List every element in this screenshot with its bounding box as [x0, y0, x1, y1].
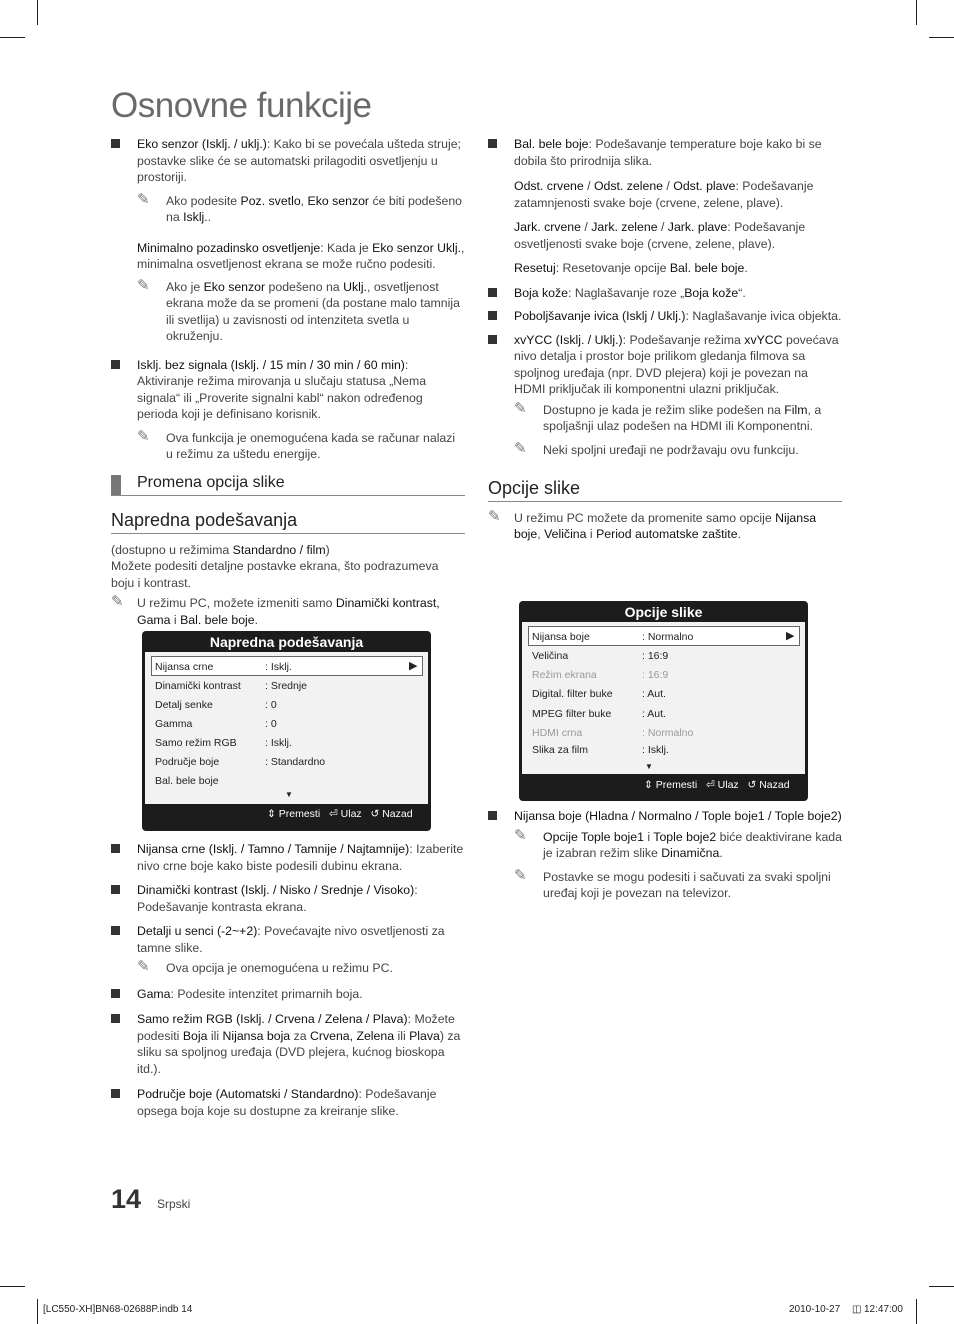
- left-column-lower: [111, 841, 465, 1126]
- advanced-settings-menu: [142, 631, 431, 831]
- menu-row[interactable]: MPEG filter buke : Aut.: [532, 708, 666, 720]
- menu-row[interactable]: Detalj senke : 0: [155, 699, 277, 711]
- menu-row[interactable]: Slika za film : Isklj.: [532, 744, 669, 756]
- print-date: 2010-10-27: [789, 1304, 841, 1315]
- language-label: Srpski: [157, 1197, 191, 1211]
- menu-row[interactable]: Veličina : 16:9: [532, 650, 669, 662]
- note-icon: ✎: [514, 439, 527, 457]
- note: ✎ Neki spoljni uređaji ne podržavaju ovu funkciju.: [514, 439, 799, 457]
- menu-title: Napredna podešavanja: [209, 634, 364, 650]
- menu-row-disabled: HDMI crna : Normalno: [532, 727, 694, 739]
- page-number: 14: [111, 1184, 142, 1214]
- sub-paragraph: Odst. crvene / Odst. zelene / Odst. plave: Podešavanje zatamnjenosti svake boje (crvene, zelene, plave).: [514, 179, 814, 210]
- crop-mark: [929, 37, 954, 38]
- enter-icon: ⏎: [705, 779, 715, 791]
- crop-mark: [37, 1299, 38, 1324]
- menu-body: [522, 622, 805, 774]
- note-icon: ✎: [137, 958, 150, 975]
- menu-body: [145, 652, 428, 804]
- list-item: Samo režim RGB (Isklj. / Crvena / Zelena / Plava): Možete podesiti Boja ili Nijansa boja za Crvena, Zelena ili Plava) za sliku sa spoljnog uređaja (DVD plejera, kućnog bioskopa itd.).: [111, 1011, 465, 1077]
- intro-text: Možete podesiti detaljne postavke ekrana, što podrazumeva boju i kontrast.: [111, 559, 439, 590]
- section-heading: Promena opcija slike: [111, 475, 465, 497]
- menu-row[interactable]: Područje boje : Standardno: [155, 756, 326, 768]
- list-item: Nijansa crne (Isklj. / Tamno / Tamnije / Najtamnije): Izaberite nivo crne boje kako biste podesili dubinu ekrana.: [111, 841, 465, 874]
- list-item: Gama: Podesite intenzitet primarnih boja.: [111, 986, 465, 1003]
- list-item: Nijansa boje (Hladna / Normalno / Tople boje1 / Tople boje2): [488, 808, 842, 825]
- list-item: Isklj. bez signala (Isklj. / 15 min / 30 min / 60 min): Aktiviranje režima mirovanja u slučaju statusa „Nema signala“ ili „Proverite signalni kabl“ nakon određenog perioda koji je definisano korisnik.: [111, 357, 465, 423]
- menu-footer: ⇕ Premesti ⏎ Ulaz ↺ Nazad: [267, 808, 413, 820]
- menu-row-disabled: Režim ekrana : 16:9: [532, 669, 669, 681]
- menu-title: Opcije slike: [624, 604, 703, 620]
- picture-options-menu: [519, 601, 808, 801]
- move-icon: ⇕: [267, 808, 276, 820]
- crop-mark: [916, 1299, 917, 1324]
- list-item: Područje boje (Automatski / Standardno): Podešavanje opsega boja koje su dostupne za kreiranje slike.: [111, 1086, 465, 1119]
- scroll-down-icon[interactable]: ▼: [645, 762, 653, 771]
- list-item: Boja kože: Naglašavanje roze „Boja kože“.: [488, 285, 842, 302]
- menu-row[interactable]: Nijansa boje : Normalno: [532, 631, 694, 643]
- list-item: Bal. bele boje: Podešavanje temperature boje kako bi se dobila što prirodnija slika.: [488, 136, 842, 169]
- subsection-heading: Opcije slike: [488, 480, 842, 502]
- crop-mark: [37, 0, 38, 25]
- note-icon: ✎: [137, 427, 150, 445]
- note: ✎ Ova opcija je onemogućena u režimu PC.: [137, 958, 393, 975]
- print-file: [LC550-XH]BN68-02688P.indb 14: [43, 1304, 193, 1315]
- menu-row[interactable]: Digital. filter buke : Aut.: [532, 688, 666, 700]
- note: ✎ Ova funkcija je onemogućena kada se računar nalazi u režimu za uštedu energije.: [137, 427, 456, 461]
- note: ✎ Ako podesite Poz. svetlo, Eko senzor će biti podešeno na Isklj..: [137, 190, 463, 224]
- clock-icon: ◫: [852, 1304, 862, 1315]
- menu-row[interactable]: Gamma : 0: [155, 718, 277, 730]
- menu-row[interactable]: Bal. bele boje: [155, 775, 219, 787]
- enter-icon: ⏎: [328, 808, 338, 820]
- menu-row[interactable]: Dinamički kontrast : Srednje: [155, 680, 308, 692]
- sub-paragraph: Minimalno pozadinsko osvetljenje: Kada je Eko senzor Uklj., minimalna osvetljenost ekrana se može ručno podesiti.: [137, 240, 465, 271]
- note: ✎ Postavke se mogu podesiti i sačuvati za svaki spoljni uređaj koji je povezan na televizor.: [514, 866, 831, 900]
- note: ✎ Opcije Tople boje1 i Tople boje2 biće deaktivirane kada je izabran režim slike Dinamična.: [514, 826, 842, 860]
- note-icon: ✎: [514, 399, 527, 417]
- note-icon: ✎: [111, 593, 124, 610]
- list-item: xvYCC (Isklj. / Uklj.): Podešavanje režima xvYCC povećava nivo detalja i prostor boje prilikom gledanja filmova sa spoljnog uređaja (npr. DVD plejera) koji je povezan na HDMI priključak ili komponentni ulazni priključak.: [488, 332, 842, 398]
- crop-mark: [929, 1286, 954, 1287]
- crop-mark: [0, 37, 25, 38]
- arrow-right-icon: ▶: [409, 660, 418, 672]
- list-item: Detalji u senci (-2~+2): Povećavajte nivo osvetljenosti za tamne slike.: [111, 923, 465, 956]
- availability: (dostupno u režimima Standardno / film): [111, 542, 330, 557]
- sub-paragraph: Jark. crvene / Jark. zelene / Jark. plave: Podešavanje osvetljenosti svake boje (crvene, zelene, plave).: [514, 220, 806, 251]
- back-icon: ↺: [747, 779, 757, 791]
- print-time: 12:47:00: [864, 1304, 903, 1315]
- left-column: [111, 136, 465, 635]
- list-item: Eko senzor (Isklj. / uklj.): Kako bi se povećala ušteda struje; postavke slike će se automatski prilagoditi osvetljenju u prostoriji.: [111, 136, 465, 186]
- note: ✎ U režimu PC, možete izmeniti samo Dinamički kontrast, Gama i Bal. bele boje.: [111, 593, 440, 627]
- note-icon: ✎: [514, 826, 527, 844]
- menu-row[interactable]: Samo režim RGB : Isklj.: [155, 737, 292, 749]
- right-column-lower: [488, 808, 842, 909]
- arrow-right-icon: ▶: [786, 630, 795, 642]
- list-item: Poboljšavanje ivica (Isklj / Uklj.): Naglašavanje ivica objekta.: [488, 308, 842, 325]
- note-icon: ✎: [137, 190, 150, 208]
- crop-mark: [0, 1286, 25, 1287]
- note: ✎ Dostupno je kada je režim slike podešen na Film, a spoljašnji ulaz podešen na HDMI ili Komponentni.: [514, 399, 822, 433]
- note-icon: ✎: [488, 507, 501, 525]
- note: ✎ U režimu PC možete da promenite samo opcije Nijansa boje, Veličina i Period automatske zaštite.: [488, 507, 817, 541]
- list-item: Dinamički kontrast (Isklj. / Nisko / Srednje / Visoko): Podešavanje kontrasta ekrana.: [111, 882, 465, 915]
- move-icon: ⇕: [644, 779, 653, 791]
- back-icon: ↺: [370, 808, 380, 820]
- note-icon: ✎: [137, 276, 150, 294]
- menu-footer: ⇕ Premesti ⏎ Ulaz ↺ Nazad: [644, 779, 790, 791]
- sub-paragraph: Resetuj: Resetovanje opcije Bal. bele boje.: [514, 261, 748, 275]
- page-title: Osnovne funkcije: [111, 86, 372, 125]
- note: ✎ Ako je Eko senzor podešeno na Uklj., osvetljenost ekrana može da se promeni (da postane malo tamnija ili svetlija) u zavisnosti od intenziteta svetla u okruženju.: [137, 276, 460, 343]
- right-column: [488, 136, 842, 550]
- crop-mark: [916, 0, 917, 25]
- note-icon: ✎: [514, 866, 527, 884]
- scroll-down-icon[interactable]: ▼: [285, 790, 293, 799]
- subsection-heading: Napredna podešavanja: [111, 512, 465, 534]
- menu-row[interactable]: Nijansa crne : Isklj.: [155, 661, 292, 673]
